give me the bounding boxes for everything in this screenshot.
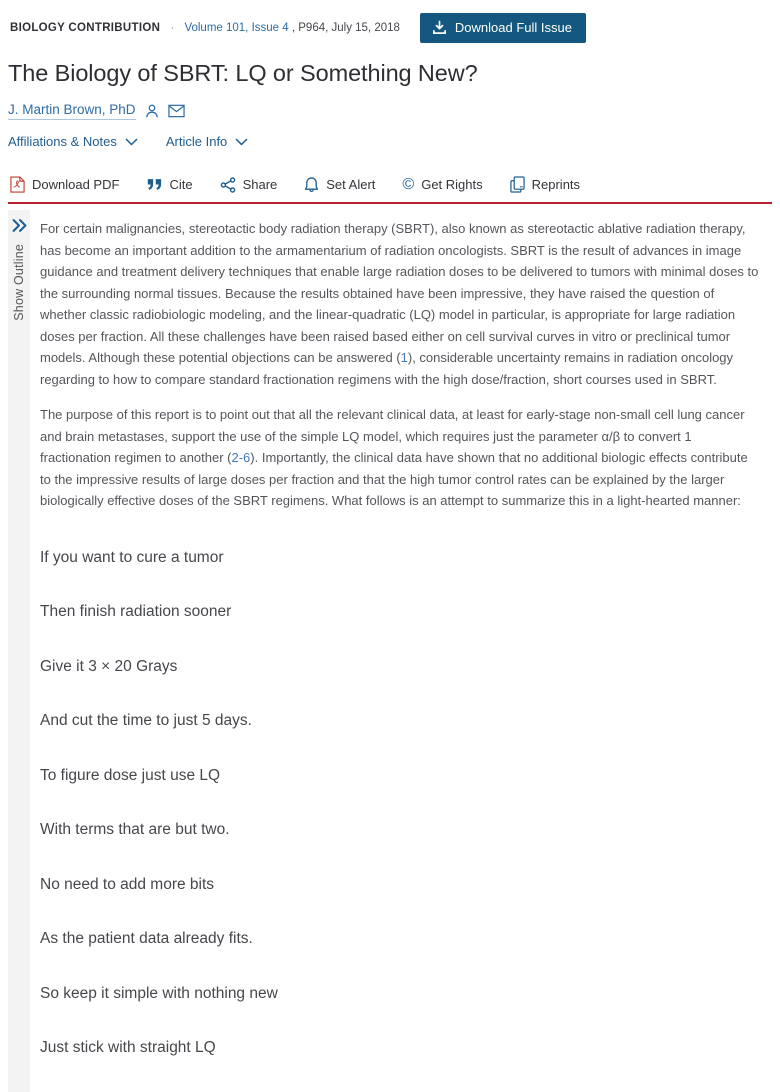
copyright-icon: © (402, 175, 415, 193)
poem-line: To figure dose just use LQ (40, 766, 221, 784)
download-full-issue-button[interactable] (420, 13, 586, 43)
poem-line: As the patient data already fits. (40, 930, 253, 947)
paragraph-text: For certain malignancies, stereotactic body radiation therapy (SBRT), also known as stereotactic ablative radiation therapy, has become an important addition to the armamentarium of radiation oncologists. SBRT is the result of advances in image guidance and treatment delivery techniques that enable large radiation doses to be delivered to tumors with minimal doses to the surrounding normal tissues. Because the results obtained have been impressive, they have raised the question of whether classic radiobiologic modeling, and the linear-quadratic (LQ) model in particular, is appropriate for large radiation doses per fraction. All these challenges have been raised based either on cell survival curves in vitro or preclinical tumor models. Although these potential objections can be answered ( (40, 221, 759, 365)
poem-line: Give it 3 × 20 Grays (40, 657, 178, 675)
author-link[interactable]: J. Martin Brown, PhD (8, 102, 136, 120)
affiliations-notes-label: Affiliations & Notes (8, 134, 117, 149)
poem-line: Just stick with straight LQ (40, 1039, 216, 1056)
pdf-icon (10, 176, 25, 193)
poem-line: If you want to cure a tumor (40, 548, 224, 566)
poem-line: Then finish radiation sooner (40, 603, 232, 620)
download-full-issue-label: Download Full Issue (454, 20, 572, 35)
article-info-expander[interactable] (166, 134, 248, 149)
paragraph-text: ). Importantly, the clinical data have shown that no additional biologic effects contribute to the impressive results of large doses per fraction and that the high tumor control rates can be explained by the larger biologically effective doses of the SBRT regimens. What follows is an attempt to summarize this in a light-hearted manner: (40, 450, 748, 508)
cite-quote-icon (146, 178, 162, 191)
article-info-label: Article Info (165, 134, 228, 149)
abstract-paragraph-2 (40, 404, 760, 512)
poem-line: With terms that are but two. (40, 821, 230, 838)
reprints-button[interactable] (510, 176, 580, 193)
reprints-label: Reprints (531, 177, 581, 192)
chevron-down-icon (125, 138, 138, 146)
article-toolbar (8, 176, 772, 193)
content-row (8, 210, 772, 1092)
bell-icon (304, 176, 319, 193)
reference-link-2-6[interactable]: 2-6 (231, 450, 251, 465)
get-rights-label: Get Rights (421, 177, 483, 192)
double-chevron-right-icon[interactable] (12, 219, 27, 232)
article-body (30, 210, 772, 1092)
cite-button[interactable] (146, 177, 192, 192)
poem-line: No need to add more bits (40, 875, 215, 893)
affiliations-notes-expander[interactable] (8, 134, 138, 149)
poem-line: And cut the time to just 5 days. (40, 712, 252, 729)
show-outline-rail[interactable] (8, 210, 30, 1092)
get-rights-button[interactable] (402, 177, 482, 193)
set-alert-button[interactable] (304, 176, 375, 193)
download-pdf-button[interactable] (10, 176, 119, 193)
person-icon[interactable] (144, 103, 160, 119)
poem-line: So keep it simple with nothing new (40, 984, 278, 1002)
paragraph-text: ), considerable uncertainty remains in radiation oncology regarding to how to compare standard fractionation regimens with the high dose/fraction, short courses used in SBRT. (40, 350, 734, 387)
expander-row (8, 134, 772, 149)
download-icon (432, 20, 447, 35)
paragraph-text: The purpose of this report is to point out that all the relevant clinical data, at least for early-stage non-small cell lung cancer and brain metastases, support the use of the simple LQ model, which requires just the parameter α/β to convert 1 fractionation regimen to another ( (40, 407, 745, 465)
download-pdf-label: Download PDF (32, 177, 120, 192)
set-alert-label: Set Alert (326, 177, 376, 192)
cite-label: Cite (169, 177, 193, 192)
author-row (8, 102, 772, 120)
abstract-paragraph-1 (40, 218, 760, 390)
article-category: BIOLOGY CONTRIBUTION (10, 22, 161, 34)
issue-meta-text (10, 22, 400, 34)
issue-link[interactable]: Volume 101, Issue 4 (184, 22, 289, 34)
show-outline-label[interactable]: Show Outline (12, 244, 26, 321)
share-label: Share (242, 177, 278, 192)
meta-separator: · (170, 22, 175, 34)
pages-icon (510, 176, 525, 193)
page-title: The Biology of SBRT: LQ or Something New? (8, 60, 478, 86)
issue-date: , P964, July 15, 2018 (291, 22, 400, 34)
share-button[interactable] (220, 177, 278, 193)
issue-meta-row (8, 8, 772, 43)
poem-block (40, 547, 760, 1060)
email-icon[interactable] (168, 104, 185, 118)
chevron-down-icon (235, 138, 248, 146)
section-divider-rule (8, 202, 772, 204)
reference-link-1[interactable]: 1 (400, 350, 408, 365)
share-icon (220, 177, 236, 193)
